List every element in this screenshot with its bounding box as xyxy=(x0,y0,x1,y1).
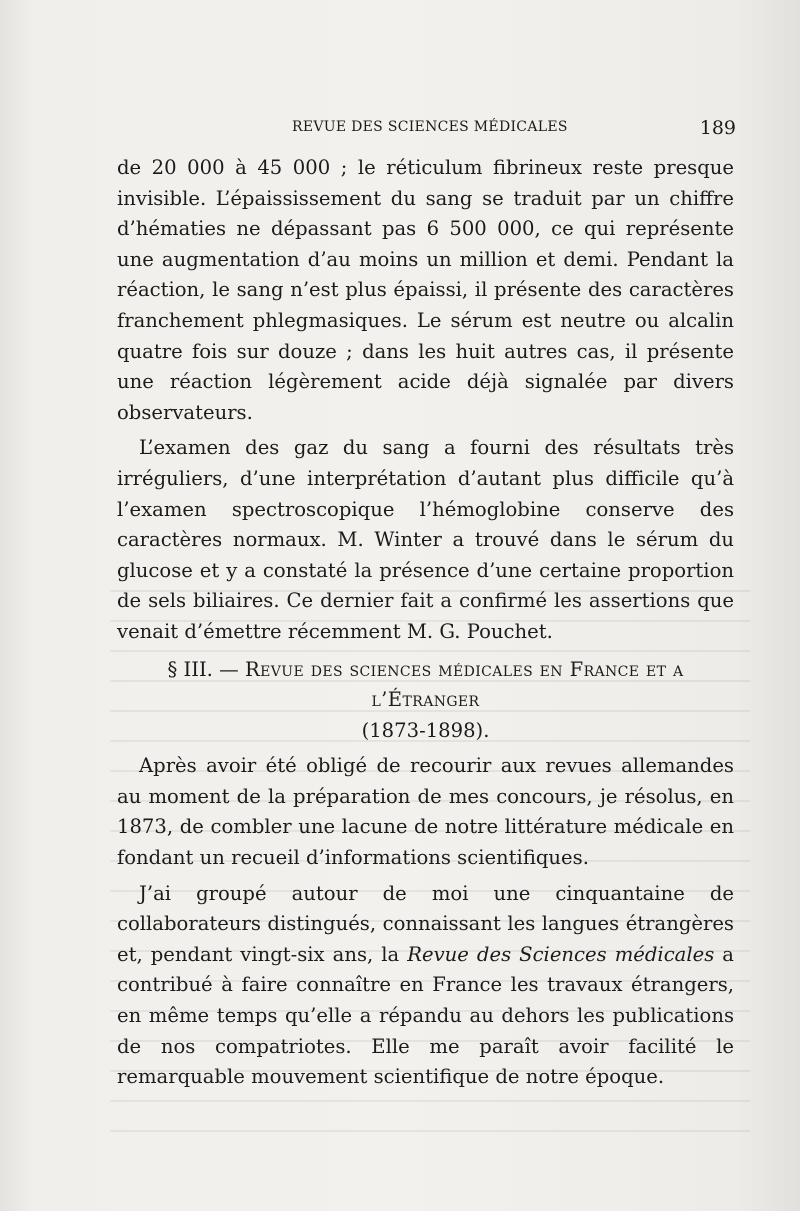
section-title: Revue des sciences médicales en France et a l’Étranger xyxy=(244,657,684,712)
running-head xyxy=(120,117,736,141)
paragraph-2: L’examen des gaz du sang a fourni des résultats très irréguliers, d’une interprétation d’autant plus difficile qu’à l’examen spectroscopique l’hémoglobine conserve des caractères normaux. M. Winter a trouvé dans le sérum du glucose et y a constaté la présence d’une certaine proportion de sels biliaires. Ce dernier fait a confirmé les assertions que venait d’émettre récemment M. G. Pouchet. xyxy=(117,436,734,643)
paragraph-4-end: a contribué à faire connaître en France les travaux étrangers, en même temps qu’elle a répandu au dehors les publications de nos compatriotes. Elle me paraît avoir facilité le remarquable mouvement scientifique de notre époque. xyxy=(117,942,734,1089)
body-text xyxy=(117,153,734,1093)
paragraph-1: de 20 000 à 45 000 ; le réticulum fibrineux reste presque invisible. L’épaississement du sang se traduit par un chiffre d’hématies ne dépassant pas 6 500 000, ce qui représente une augmentation d’au moins un million et demi. Pendant la réaction, le sang n’est plus épaissi, il présente des caractères franchement phlegmasiques. Le sérum est neutre ou alcalin quatre fois sur douze ; dans les huit autres cas, il présente une réaction légèrement acide déjà signalée par divers observateurs. xyxy=(117,156,734,424)
section-number: § III. — xyxy=(167,657,239,681)
section-years: (1873-1898). xyxy=(361,718,490,742)
journal-title: Revue des Sciences médicales xyxy=(407,942,715,966)
section-heading xyxy=(117,655,734,747)
paragraph-4 xyxy=(117,879,734,1093)
running-title: REVUE DES SCIENCES MÉDICALES xyxy=(292,119,568,135)
page-number: 189 xyxy=(699,117,736,139)
paragraph-3: Après avoir été obligé de recourir aux revues allemandes au moment de la préparation de mes concours, je résolus, en 1873, de combler une lacune de notre littérature médicale en fondant un recueil d’informations scientifiques. xyxy=(117,754,734,870)
paragraph-4-start: J’ai groupé autour de moi une cinquantaine de collaborateurs distingués, connaissant les langues étrangères et, pendant vingt-six ans, la xyxy=(117,881,734,966)
